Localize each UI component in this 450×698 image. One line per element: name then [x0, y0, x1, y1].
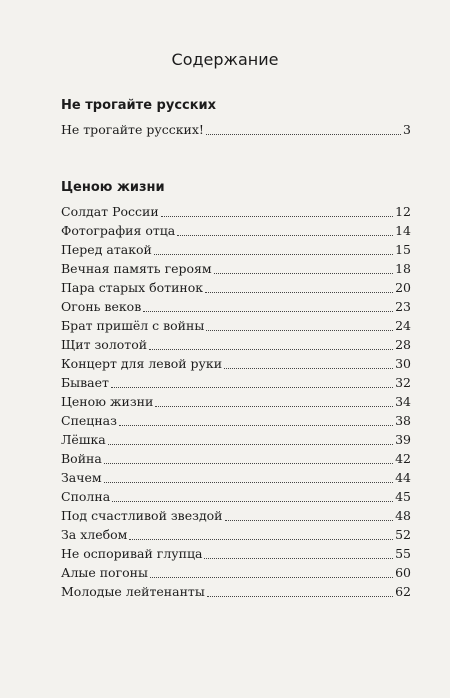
toc-entry-title: Не оспоривай глупца: [61, 546, 203, 561]
toc-entry-page: 60: [395, 565, 411, 580]
toc-list-section-2: [61, 202, 411, 601]
toc-entry-title: Сполна: [61, 489, 111, 504]
toc-leader-dots: [207, 596, 393, 597]
toc-entry: [61, 354, 411, 373]
toc-leader-dots: [111, 387, 393, 388]
toc-entry-title: Перед атакой: [61, 242, 152, 257]
toc-leader-dots: [161, 216, 393, 217]
toc-entry-page: 12: [395, 204, 411, 219]
toc-leader-dots: [143, 311, 393, 312]
toc-entry: [61, 240, 411, 259]
toc-entry-title: Не трогайте русских!: [61, 122, 204, 137]
toc-entry-page: 14: [395, 223, 411, 238]
toc-leader-dots: [225, 520, 394, 521]
toc-entry: [61, 544, 411, 563]
toc-leader-dots: [206, 134, 401, 135]
toc-entry-page: 28: [395, 337, 411, 352]
toc-entry-title: Солдат России: [61, 204, 159, 219]
toc-entry-title: Лёшка: [61, 432, 106, 447]
toc-leader-dots: [104, 463, 393, 464]
section-heading-1: Не трогайте русских: [61, 98, 217, 113]
toc-entry: [61, 259, 411, 278]
toc-entry: [61, 373, 411, 392]
toc-entry-page: 24: [395, 318, 411, 333]
toc-entry-page: 15: [395, 242, 411, 257]
toc-entry: [61, 120, 411, 139]
toc-entry-title: Ценою жизни: [61, 394, 154, 409]
toc-entry-title: Под счастливой звездой: [61, 508, 223, 523]
toc-entry-page: 55: [395, 546, 411, 561]
toc-leader-dots: [204, 558, 393, 559]
section-heading-2: Ценою жизни: [61, 180, 165, 195]
toc-entry-title: Огонь веков: [61, 299, 142, 314]
toc-entry: [61, 392, 411, 411]
toc-leader-dots: [104, 482, 393, 483]
toc-entry-page: 34: [395, 394, 411, 409]
toc-leader-dots: [205, 292, 393, 293]
toc-entry-title: Вечная память героям: [61, 261, 212, 276]
toc-entry: [61, 430, 411, 449]
toc-entry-title: Зачем: [61, 470, 102, 485]
toc-entry: [61, 202, 411, 221]
toc-leader-dots: [177, 235, 393, 236]
toc-entry: [61, 335, 411, 354]
toc-leader-dots: [214, 273, 393, 274]
toc-entry: [61, 582, 411, 601]
toc-leader-dots: [108, 444, 393, 445]
toc-entry-title: Молодые лейтенанты: [61, 584, 205, 599]
toc-entry: [61, 316, 411, 335]
toc-leader-dots: [129, 539, 393, 540]
toc-entry-title: Брат пришёл с войны: [61, 318, 205, 333]
toc-entry-title: Фотография отца: [61, 223, 176, 238]
toc-leader-dots: [149, 349, 393, 350]
toc-leader-dots: [154, 254, 393, 255]
toc-entry: [61, 411, 411, 430]
toc-entry-page: 23: [395, 299, 411, 314]
toc-entry-page: 42: [395, 451, 411, 466]
toc-entry-page: 32: [395, 375, 411, 390]
toc-entry-page: 44: [395, 470, 411, 485]
toc-entry: [61, 297, 411, 316]
toc-entry-page: 38: [395, 413, 411, 428]
page-title: Содержание: [171, 49, 279, 69]
toc-list-section-1: [61, 120, 411, 139]
toc-entry-page: 20: [395, 280, 411, 295]
toc-entry: [61, 449, 411, 468]
toc-entry: [61, 221, 411, 240]
toc-entry: [61, 506, 411, 525]
toc-leader-dots: [119, 425, 393, 426]
toc-entry-page: 18: [395, 261, 411, 276]
toc-entry-title: Алые погоны: [61, 565, 148, 580]
toc-entry-page: 52: [395, 527, 411, 542]
toc-leader-dots: [155, 406, 393, 407]
toc-entry-page: 48: [395, 508, 411, 523]
toc-entry-page: 30: [395, 356, 411, 371]
toc-entry-title: Бывает: [61, 375, 109, 390]
toc-entry-title: Концерт для левой руки: [61, 356, 223, 371]
toc-entry-title: Война: [61, 451, 102, 466]
toc-entry-page: 45: [395, 489, 411, 504]
toc-entry: [61, 563, 411, 582]
toc-leader-dots: [224, 368, 393, 369]
toc-entry: [61, 525, 411, 544]
toc-entry-page: 3: [403, 122, 411, 137]
toc-entry-title: Спецназ: [61, 413, 117, 428]
toc-entry: [61, 487, 411, 506]
toc-entry-title: За хлебом: [61, 527, 128, 542]
toc-leader-dots: [112, 501, 393, 502]
toc-leader-dots: [150, 577, 393, 578]
toc-entry-page: 39: [395, 432, 411, 447]
toc-entry-title: Пара старых ботинок: [61, 280, 204, 295]
toc-leader-dots: [206, 330, 393, 331]
toc-entry: [61, 278, 411, 297]
toc-entry-page: 62: [395, 584, 411, 599]
toc-entry-title: Щит золотой: [61, 337, 148, 352]
toc-entry: [61, 468, 411, 487]
